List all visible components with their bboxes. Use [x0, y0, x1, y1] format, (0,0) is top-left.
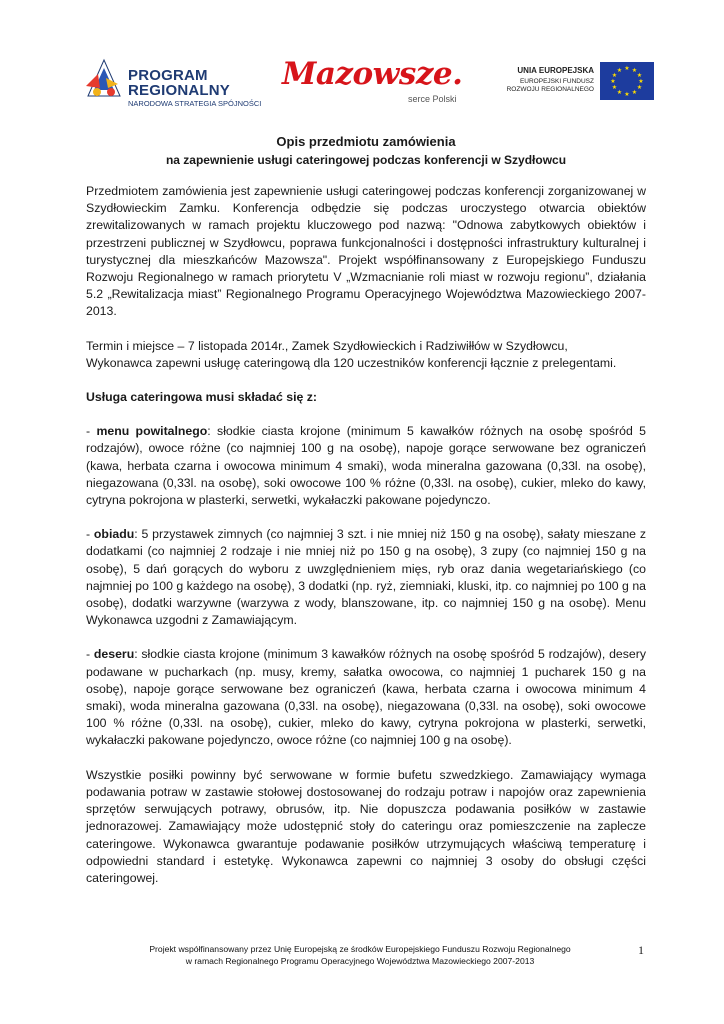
svg-text:★: ★	[636, 72, 643, 79]
program-regionalny-logo	[84, 56, 274, 112]
svg-text:★: ★	[611, 72, 618, 79]
program-logo-line2: REGIONALNY	[128, 82, 231, 99]
program-logo-line3: NARODOWA STRATEGIA SPÓJNOŚCI	[128, 99, 262, 108]
section-welcome-menu	[86, 423, 646, 509]
eu-logo-line2: EUROPEJSKI FUNDUSZ	[519, 78, 594, 85]
document-title-block	[86, 133, 646, 169]
svg-text:★: ★	[638, 78, 644, 85]
program-logo-line1: PROGRAM	[128, 67, 208, 84]
svg-text:★: ★	[631, 67, 638, 74]
closing-paragraph: Wszystkie posiłki powinny być serwowane w formie bufetu szwedzkiego. Zamawiający wymaga podawania potraw w zastawie stołowej dostosowanej do rodzaju potraw i napojów oraz zapewnienia sprzętów serwujących potrawy, obrusów, itp. Nie dopuszcza podawania posiłków w zastawie jednorazowej. Zamawiający może udostępnić stoły do cateringu oraz pomieszczenie na zaplecze cateringowe. Wykonawca gwarantuje podawanie posiłków utrzymujących właściwą temperaturę i odpowiedni standard i estetykę. Wykonawca zapewni co najmniej 3 osoby do obsługi części cateringowej.	[86, 767, 646, 885]
program-regionalny-emblem-icon	[84, 56, 124, 104]
eu-logo-line1: UNIA EUROPEJSKA	[517, 66, 594, 75]
svg-text:★: ★	[624, 65, 630, 72]
section-dessert	[86, 646, 646, 749]
svg-text:★: ★	[610, 78, 616, 85]
svg-text:★: ★	[624, 91, 630, 98]
mazowsze-brand: Mazowsze.	[282, 56, 463, 92]
svg-text:★: ★	[636, 84, 643, 91]
svg-text:★: ★	[616, 89, 623, 96]
section-prefix: -	[86, 647, 94, 662]
service-heading: Usługa cateringowa musi składać się z:	[86, 390, 317, 405]
intro-paragraph: Przedmiotem zamówienia jest zapewnienie usługi cateringowej podczas konferencji zorganizowanej w Szydłowieckim Zamku. Konferencja odbędzie się podczas uroczystego otwarcia obiektów zrewitalizowanych w ramach projektu kluczowego pod nazwą: "Odnowa zabytkowych obiektów i przestrzeni publicznej w Szydłowcu, poprawa funkcjonalności i dostępności infrastruktury kulturalnej i turystycznej dla mieszkańców Mazowsza". Projekt współfinansowany z Europejskiego Funduszu Rozwoju Regionalnego w ramach priorytetu V „Wzmacnianie roli miast w rozwoju regionu”, działania 5.2 „Rewitalizacja miast” Regionalnego Programu Operacyjnego Województwa Mazowieckiego 2007-2013.	[86, 184, 646, 319]
page-number: 1	[638, 943, 644, 957]
svg-text:★: ★	[611, 84, 618, 91]
eu-logo-line3: ROZWOJU REGIONALNEGO	[506, 86, 594, 93]
section-label: menu powitalnego	[96, 424, 208, 439]
document-body	[86, 183, 646, 887]
page-footer	[86, 943, 646, 973]
term-line: Termin i miejsce – 7 listopada 2014r., Zamek Szydłowieckich i Radziwiłłów w Szydłowcu,	[86, 338, 568, 353]
svg-text:★: ★	[616, 67, 623, 74]
document-subtitle: na zapewnienie usługi cateringowej podczas konferencji w Szydłowcu	[165, 153, 567, 167]
eu-logo	[494, 62, 654, 102]
mazowsze-tagline: serce Polski	[408, 94, 457, 104]
document-title: Opis przedmiotu zamówienia	[276, 134, 456, 149]
section-text: : słodkie ciasta krojone (minimum 3 kawałków różnych na osobę spośród 5 rodzajów), desery podawane w pucharkach (np. musy, kremy, sałatka owocowa, co najmniej 1 pucharek 150 g na osobę), napoje gorące serwowane bez ograniczeń (kawa, herbata czarna i owocowa minimum 4 smaki), woda mineralna gazowana (0,33l. na osobę), niegazowana (0,33l. na osobę), soki owocowe 100 % różne (0,33l. na osobę), cukier, mleko do kawy, cytryna pokrojona w plasterki, serwetki, wykałaczki pakowane pojedynczo, owoce różne (co najmniej 100 g na osobę).	[86, 647, 646, 748]
section-prefix: -	[86, 527, 94, 542]
footer-line1: Projekt współfinansowany przez Unię Europejską ze środków Europejskiego Funduszu Rozwoju Regionalnego	[149, 944, 571, 954]
svg-text:★: ★	[631, 89, 638, 96]
section-text: : słodkie ciasta krojone (minimum 5 kawałków różnych na osobę spośród 5 rodzajów), owoce różne (co najmniej 100 g na osobę), napoje gorące serwowane bez ograniczeń (kawa, herbata czarna i owocowa minimum 4 smaki), woda mineralna gazowana (0,33l. na osobę), niegazowana (0,33l. na osobę), soki owocowe 100 % różne (0,33l. na osobę), cukier, mleko do kawy, cytryna pokrojona w plasterki, serwetki, wykałaczki pakowane pojedynczo.	[86, 424, 646, 508]
mazowsze-logo	[282, 58, 467, 108]
contractor-line: Wykonawca zapewni usługę cateringową dla 120 uczestników konferencji łącznie z prelegentami.	[86, 355, 617, 370]
section-label: obiadu	[93, 527, 135, 542]
section-prefix: -	[86, 424, 97, 439]
section-lunch	[86, 526, 646, 629]
section-text: : 5 przystawek zimnych (co najmniej 3 szt. i nie mniej niż 150 g na osobę), sałaty mieszane z dodatkami (co najmniej 2 rodzaje i nie mniej niż po 150 g na osobę), 3 zupy (co najmniej 150 g na osobę), 5 dań gorących do wyboru z uwzględnieniem mięs, ryb oraz dania wegetariańskiego (co najmniej po 100 g każdego na osobę), 3 dodatki (np. ryż, ziemniaki, kluski, itp. co najmniej po 100 g na osobę), dodatki warzywne (warzywa z wody, blanszowane, itp. co najmniej 150 g na osobę). Menu Wykonawca uzgodni z Zamawiającym.	[86, 527, 646, 628]
footer-line2: w ramach Regionalnego Programu Operacyjnego Województwa Mazowieckiego 2007-2013	[185, 956, 535, 966]
section-label: deseru	[93, 647, 135, 662]
page-header	[0, 0, 724, 115]
eu-flag-icon	[600, 62, 654, 100]
